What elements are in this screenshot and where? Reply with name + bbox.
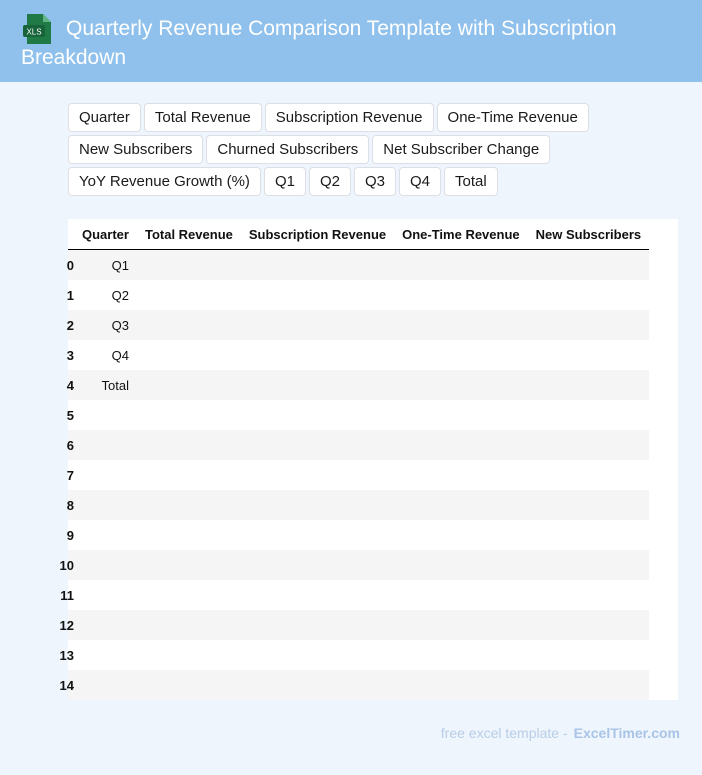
table-cell[interactable] [394, 520, 528, 550]
table-cell[interactable] [394, 310, 528, 340]
table-row [68, 400, 649, 430]
row-index-label: 2 [66, 317, 74, 333]
table-cell[interactable] [137, 670, 241, 700]
table-cell[interactable] [137, 370, 241, 400]
footer-brand-link[interactable]: ExcelTimer.com [573, 725, 680, 741]
row-index-label: 6 [66, 437, 74, 453]
table-row [68, 280, 649, 310]
page-title: Quarterly Revenue Comparison Template with Subscription Breakdown [21, 17, 617, 69]
table-row [68, 310, 649, 340]
table-cell[interactable] [528, 520, 650, 550]
table-row [68, 610, 649, 640]
table-cell[interactable] [528, 400, 650, 430]
table-row [68, 490, 649, 520]
table-cell[interactable] [137, 550, 241, 580]
table-row [68, 250, 649, 281]
table-cell[interactable] [137, 610, 241, 640]
row-index-label: 9 [66, 527, 74, 543]
table-row [68, 340, 649, 370]
table-cell[interactable] [241, 550, 394, 580]
table-cell[interactable] [137, 280, 241, 310]
table-cell[interactable] [241, 670, 394, 700]
table-row [68, 430, 649, 460]
footer-text: free excel template - [440, 725, 568, 741]
column-tag[interactable]: Q1 [264, 167, 306, 196]
table-cell[interactable] [241, 490, 394, 520]
table-cell[interactable] [241, 610, 394, 640]
row-index-label: 0 [66, 257, 74, 273]
row-index-label: 7 [66, 467, 74, 483]
table-row [68, 640, 649, 670]
column-header: One-Time Revenue [394, 219, 528, 250]
table-cell[interactable] [137, 430, 241, 460]
table-row [68, 550, 649, 580]
column-tag-list [68, 103, 608, 199]
table-cell[interactable] [394, 400, 528, 430]
table-cell[interactable] [241, 640, 394, 670]
table-cell[interactable] [394, 250, 528, 281]
table-cell[interactable] [137, 310, 241, 340]
table-cell[interactable] [394, 640, 528, 670]
svg-text:XLS: XLS [26, 27, 42, 37]
table-cell[interactable]: Q2 [74, 280, 137, 310]
row-index-label: 13 [59, 647, 74, 663]
table-cell[interactable] [74, 550, 137, 580]
table-cell[interactable] [528, 430, 650, 460]
table-cell[interactable] [241, 430, 394, 460]
column-tag[interactable]: Quarter [68, 103, 141, 132]
table-cell[interactable] [74, 580, 137, 610]
table-cell[interactable] [137, 340, 241, 370]
table-cell[interactable] [137, 640, 241, 670]
table-cell[interactable] [137, 400, 241, 430]
table-cell[interactable] [137, 490, 241, 520]
table-cell[interactable] [528, 460, 650, 490]
table-row [68, 580, 649, 610]
table-cell[interactable] [137, 520, 241, 550]
data-table [59, 219, 649, 700]
table-cell[interactable] [241, 520, 394, 550]
table-cell[interactable] [394, 580, 528, 610]
table-cell[interactable] [74, 490, 137, 520]
table-cell[interactable] [528, 610, 650, 640]
column-tag[interactable]: Total [444, 167, 498, 196]
table-cell[interactable]: Q1 [74, 250, 137, 281]
column-tag[interactable]: Total Revenue [144, 103, 262, 132]
table-cell[interactable] [74, 640, 137, 670]
column-header: Total Revenue [137, 219, 241, 250]
data-table-container[interactable] [59, 219, 678, 700]
row-index-label: 14 [59, 677, 74, 693]
row-index-label: 1 [66, 287, 74, 303]
table-cell[interactable] [74, 460, 137, 490]
table-cell[interactable] [528, 370, 650, 400]
column-header: New Subscribers [528, 219, 650, 250]
column-header: Quarter [74, 219, 137, 250]
tag-row [68, 167, 608, 196]
table-cell[interactable] [528, 490, 650, 520]
column-tag[interactable]: New Subscribers [68, 135, 203, 164]
table-cell[interactable] [394, 430, 528, 460]
table-cell[interactable] [394, 460, 528, 490]
table-cell[interactable] [394, 670, 528, 700]
column-tag[interactable]: Q4 [399, 167, 441, 196]
table-cell[interactable] [528, 550, 650, 580]
row-index-label: 11 [60, 587, 74, 603]
table-cell[interactable] [241, 280, 394, 310]
column-tag[interactable]: Churned Subscribers [206, 135, 369, 164]
row-index-label: 5 [66, 407, 74, 423]
row-index-label: 12 [59, 617, 74, 633]
table-cell[interactable] [241, 460, 394, 490]
table-cell[interactable] [241, 400, 394, 430]
row-index-label: 10 [59, 557, 74, 573]
table-cell[interactable] [74, 400, 137, 430]
table-cell[interactable] [528, 250, 650, 281]
table-cell[interactable] [394, 280, 528, 310]
table-cell[interactable] [74, 610, 137, 640]
table-cell[interactable] [528, 670, 650, 700]
table-cell[interactable] [394, 490, 528, 520]
row-index-label: 4 [66, 377, 74, 393]
table-row [68, 520, 649, 550]
table-cell[interactable] [74, 430, 137, 460]
column-tag[interactable]: YoY Revenue Growth (%) [68, 167, 261, 196]
table-cell[interactable] [528, 280, 650, 310]
column-header: Subscription Revenue [241, 219, 394, 250]
table-cell[interactable] [241, 340, 394, 370]
column-tag[interactable]: Q2 [309, 167, 351, 196]
table-cell[interactable]: Q4 [74, 340, 137, 370]
row-index-label: 8 [66, 497, 74, 513]
table-cell[interactable] [528, 340, 650, 370]
table-cell[interactable] [394, 370, 528, 400]
table-cell[interactable] [394, 610, 528, 640]
footer [441, 725, 680, 741]
table-cell[interactable] [137, 250, 241, 281]
table-cell[interactable] [74, 520, 137, 550]
column-tag[interactable]: One-Time Revenue [437, 103, 589, 132]
table-cell[interactable] [528, 640, 650, 670]
table-cell[interactable] [528, 310, 650, 340]
table-cell[interactable]: Q3 [74, 310, 137, 340]
page-header [0, 0, 702, 82]
tag-row [68, 135, 608, 164]
table-row [68, 460, 649, 490]
table-cell[interactable] [137, 580, 241, 610]
table-cell[interactable]: Total [74, 370, 137, 400]
column-tag[interactable]: Subscription Revenue [265, 103, 434, 132]
table-row [68, 370, 649, 400]
table-cell[interactable] [241, 250, 394, 281]
table-cell[interactable] [528, 580, 650, 610]
table-cell[interactable] [137, 460, 241, 490]
tag-row [68, 103, 608, 132]
row-index-label: 3 [66, 347, 74, 363]
column-tag[interactable]: Q3 [354, 167, 396, 196]
table-cell[interactable] [74, 670, 137, 700]
table-cell[interactable] [394, 550, 528, 580]
table-row [68, 670, 649, 700]
table-cell[interactable] [241, 310, 394, 340]
table-cell[interactable] [241, 370, 394, 400]
table-cell[interactable] [241, 580, 394, 610]
column-tag[interactable]: Net Subscriber Change [372, 135, 550, 164]
table-cell[interactable] [394, 340, 528, 370]
